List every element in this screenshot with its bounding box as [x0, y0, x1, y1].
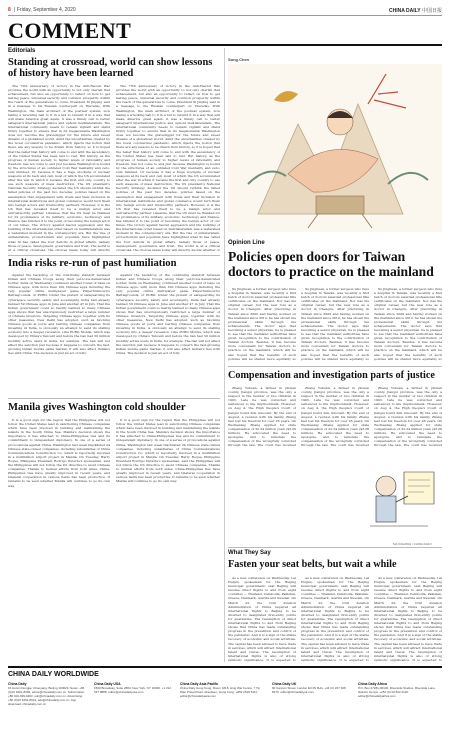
divider — [228, 547, 442, 548]
opinion-text-col-3: Xu Jinghuan, a former surgeon who runs a hospital in Taiwan, was recently a first batch of doctors awarded professional title certificates on the mainland. Nor has his original career, but the new role as a doctor in Chengdu. After practicing in Taiwan since 2000 and having worked on the mainland since 2012, he has shown his professional skills through his achievements. The doctor says that becoming a senior physician, he is pleased to see that the mainland authorities have given recognition to the contribution of Taiwan doctors. Besides, it has become more convenient for Taiwan doctors to practice on the mainland, which will be also hoped that the benefits of such policies will be shared more equitably so — [374, 287, 442, 361]
footer-col-title: China Daily UK — [272, 682, 297, 686]
page-number: 8 — [8, 7, 11, 13]
footer-col-title: China Daily — [8, 682, 27, 686]
issue-date: Friday, September 4, 2020 — [16, 7, 76, 13]
brand-name-cn: 中国日报 — [421, 8, 442, 14]
compensation-text-col-3: Zhang Yuhuan, a farmer in Jinxian county, Jiangxi province, was the only a suspect in the murder of two children in 1993. Late he was convicted and sentenced to life imprisonment. However, on Aug 4, the High People's Court of Jiangxi found him innocent. By the end of August, a reunion with his family, Zhang had lost his freedom for over 26 years. On Wednesday, Zhang applied for state compensation of 22.34 million yuan ($3.26 million). He advocated the need to apologize, and to reinstate the compensation of the wrongfully convicted through the law. The court has received — [374, 386, 442, 448]
what-they-say-text-col-2: As a new conference on Wednesday, Lai Huijun, spokesman for the Beijing municipal government, said Beijing will resume direct flights to and from eight countries — Thailand, Cambodia, Pakistan, Greece, Denmark, Austria and Sweden. On March 23, the Civil Aviation Administration of China required all international flights to Beijing to be diverted to designated first-entry points for quarantine. The resumption of direct international flights to and from Beijing shows that China has made outstanding progress in the prevention and control of the pandemic. And it is a sign of the stable recovery of economic and social activities. The capital has been allowed to have trade in services, which will attract international talent and travel. The resumption of international flights is also of strong symbolic significance. It is expected to — [301, 576, 369, 662]
opinion-headline: Policies open doors for Taiwan doctors to practice on the mainland — [228, 249, 434, 279]
footer-col-title: China Daily Asia Pacific — [180, 682, 219, 686]
editorial-1-text-col-2: The 75th anniversary of victory in the Anti-Fascist War provides the world with an opportunity to not only cherish that achievement, but also an opportunity to reflect on how to get lasting peace, universal security and common prosperity within the reach of the generations to come, President Xi Jinping said in a message to his Russian counterpart on Thursday. With Washington, the main architect of the postwar system, now taking a wrecking ball to it in a bid to rebuild it in a way that will make America great again, it was a timely call to better safeguard international justice and uphold multilateralism. The international community needs to remain vigilant and stand firmly together to ensure that in its megalomania Washington does not become the gravedigger for the future and sweet dreams of a globalized world. Amid the uncertainties created by the novel coronavirus pandemic, which injects the notion that there are any lessons to be drawn from history, so it is hoped that the belief that history will come to end with the ascendancy of the United States has been laid to rest. But history, as the progress of human society to higher levels of rationality and freedom, has not come to end just because Washington is bound by the structures of an outdated Cold War mentality and zero-sum mindset. Or because it has a huge stockpile of nuclear weapons at its beck and call, most of which the US accumulated after the war in which it became the first and only country to use such weapons of mass destruction. The US president's National Security Strategy declared the US should rethink the failed policies of the past two decades, policies based on the assumption that engagement with rivals and their inclusion in international institutions and global commerce would turn them into benign actors and trustworthy partners. However, it is the US that has revealed itself to be a malign actor and untrustworthy partner. Likewise, that the US must be thanked for its prominence of its military, economic, technology and finance, has blinded it to the point of becoming the benign actor of our times. The victory against fascist aggression and the building of the international order based on multilateralism was a watershed moment in the contemporary era. But the rise of unilateralism, protectionism and populism have highlighted what Xi has called the four deficits in global affairs, namely those of peace, development, governance and trust. The world is at a critical crossroad, the choices made today will directly decide whether or — [116, 84, 220, 252]
what-they-say-text-col-1: As a new conference on Wednesday, Lai Huijun, spokesman for the Beijing municipal government, said Beijing will resume direct flights to and from eight countries — Thailand, Cambodia, Pakistan, Greece, Denmark, Austria and Sweden. On March 23, the Civil Aviation Administration of China required all international flights to Beijing to be diverted to designated first-entry points for quarantine. The resumption of direct international flights to and from Beijing shows that China has made outstanding progress in the prevention and control of the pandemic. And it is a sign of the stable recovery of economic and social activities. The capital has been allowed to have trade in services, which will attract international talent and travel. The resumption of international flights is also of strong symbolic significance. It is expected to — [228, 576, 296, 662]
cartoon-credit: MA XUEJING / CHINA DAILY — [393, 542, 433, 546]
footer — [8, 666, 442, 742]
illustration-credit: Song Chen — [228, 57, 250, 62]
divider — [8, 398, 220, 399]
column-divider — [224, 48, 225, 662]
page-header — [8, 5, 442, 15]
footer-col-title: China Daily Africa — [358, 682, 387, 686]
footer-col-text: 90 Cannon Street, London EC4N 6HA. +44 (0) 207 398 8270. editor@chinadailyuk.com — [272, 686, 346, 694]
footer-col-uk — [272, 682, 352, 742]
editorial-3-text-col-2: It is a good sign for the region that the Philippines will not follow the United States lead in sanctioning Chinese companies which have been involved in building and maintaining the islands in the South China Sea. Manila's decision shows the importance it has attached to China-Philippines ties and its commitment to independent diplomacy. In one of a series of provocations against China, Washington last week blacklisted 24 Chinese state-owned companies, including subsidiaries of China Communications Construction Co, which is reportedly involved in a multibillion airport project in Manila. On Tuesday, Harry Roque, Philippine President Rodrigo Duterte's spokesman, said the Philippines will not follow the US directive to avoid Chinese companies. Thanks to mutual efforts from both sides, China-Philippines ties have greatly improved in recent years, and bilateral cooperation in various fields has been productive. It remains to be seen whether Manila will continue to go its own way. — [116, 418, 220, 484]
editorial-illustration — [228, 64, 442, 232]
opinion-text-col-2: Xu Jinghuan, a former surgeon who runs a hospital in Taiwan, was recently a first batch of doctors awarded professional title certificates on the mainland. Nor has his original career, but the new role as a doctor in Chengdu. After practicing in Taiwan since 2000 and having worked on the mainland since 2012, he has shown his professional skills through his achievements. The doctor says that becoming a senior physician, he is pleased to see that the mainland authorities have given recognition to the contribution of Taiwan doctors. Besides, it has become more convenient for Taiwan doctors to practice on the mainland, which will be also hoped that the benefits of such policies will be shared more equitably so — [301, 287, 369, 361]
footer-col-beijing — [8, 682, 88, 742]
opinion-kicker: Opinion Line — [228, 240, 265, 246]
brand-name: CHINA DAILY — [389, 8, 421, 14]
section-title: COMMENT — [8, 18, 132, 43]
opinion-text-col-1: Xu Jinghuan, a former surgeon who runs a hospital in Taiwan, was recently a first batch of doctors awarded professional title certificates on the mainland. Nor has his original career, but the new role as a doctor in Chengdu. After practicing in Taiwan since 2000 and having worked on the mainland since 2012, he has shown his professional skills through his achievements. The doctor says that becoming a senior physician, he is pleased to see that the mainland authorities have given recognition to the contribution of Taiwan doctors. Besides, it has become more convenient for Taiwan doctors to practice on the mainland, which will be also hoped that the benefits of such policies will be shared more equitably so — [228, 287, 296, 361]
editorial-2-headline: India risks re-run of past humiliation — [8, 258, 177, 269]
footer-col-text: China Daily Hong Kong, Room 1818, Hing Wai Centre, 7 Tin Wan Praya Road, Aberdeen, Hong Kong. +852 2518 5111. editor@chinadailyasia.com — [180, 686, 261, 698]
footer-columns — [8, 682, 442, 742]
compensation-headline: Compensation and investigation parts of justice — [228, 370, 435, 381]
compensation-text-col-1: Zhang Yuhuan, a farmer in Jinxian county, Jiangxi province, was the only a suspect in the murder of two children in 1993. Late he was convicted and sentenced to life imprisonment. However, on Aug 4, the High People's Court of Jiangxi found him innocent. By the end of August, a reunion with his family, Zhang had lost his freedom for over 26 years. On Wednesday, Zhang applied for state compensation of 22.34 million yuan ($3.26 million). He advocated the need to apologize, and to reinstate the compensation of the wrongfully convicted through the law. The court has received — [228, 386, 296, 448]
footer-col-title: China Daily USA — [94, 682, 121, 686]
footer-col-text: 1500 Broadway, Suite 2800, New York, NY 10036. +1 212 537 8888. editor@chinadailyusa.com — [94, 686, 171, 694]
editorial-3-text-col-1: It is a good sign for the region that the Philippines will not follow the United States lead in sanctioning Chinese companies which have been involved in building and maintaining the islands in the South China Sea. Manila's decision shows the importance it has attached to China-Philippines ties and its commitment to independent diplomacy. In one of a series of provocations against China, Washington last week blacklisted 24 Chinese state-owned companies, including subsidiaries of China Communications Construction Co, which is reportedly involved in a multibillion airport project in Manila. On Tuesday, Harry Roque, Philippine President Rodrigo Duterte's spokesman, said the Philippines will not follow the US directive to avoid Chinese companies. Thanks to mutual efforts from both sides, China-Philippines ties have greatly improved in recent years, and bilateral cooperation in various fields has been productive. It remains to be seen whether Manila will continue to go its own way. — [8, 418, 110, 488]
editorial-3-headline: Manila gives Washington cold shoulder — [8, 402, 186, 413]
divider — [228, 366, 442, 367]
header-divider — [8, 15, 442, 16]
page-info — [8, 7, 76, 13]
footer-col-usa — [94, 682, 174, 742]
footer-col-text: P.O. Box 27281-00100, Riverside Studios, Riverside Lane, Nairobi, Kenya. +254 (0) 20 522 2120. editor@chinadailyafrica.com — [358, 686, 436, 698]
editorial-cartoon — [356, 452, 442, 538]
sep: | — [14, 7, 16, 13]
masthead-mini — [389, 7, 442, 14]
editorial-1-headline: Standing at crossroad, world can show lessons of history have been learned — [8, 57, 213, 80]
footer-col-africa — [358, 682, 442, 742]
editorial-2-text-col-2: Against the backdrop of the continuing standoff between Indian and Chinese troops along their yet-to-be-demarcated border, India on Wednesday continued another round of bans on Chinese apps, with more than 100 Chinese apps including the very popular online multiplayer game PlayerUnknown's Battlegrounds, or PUBG. Under the pretext of safeguarding its cyberspace security, safety and sovereignty, India had already banned 59 Chinese apps in June and another 47 in July. That the Indian government could so hastily banned so many Chinese apps shows that has unscrupulously restricted a large number of Chinese investors. Targeting Chinese apps, together with its other measures, New Delhi has adopted, such as blocking Chinese goods at ports and barring Chinese companies from investing in India, is obviously an attempt to send its stalling economy into a deeper recession. Like PUBG Mobile, which was developed by China's Tencent and before the ban had 50 million monthly active users in India, for example. The ban will not affect the sanction just because it happens to concern the fast-growing Indian mobile game market, it will also affect Indian's ties with China. The decision is just an act of folly. — [116, 273, 220, 355]
footer-col-asia — [180, 682, 266, 742]
what-they-say-headline: Fasten your seat belts, but wait a while — [228, 559, 397, 570]
section-title-rule — [8, 44, 442, 46]
what-they-say-kicker: What They Say — [228, 550, 271, 556]
divider — [8, 255, 220, 256]
compensation-text-col-2: Zhang Yuhuan, a farmer in Jinxian county, Jiangxi province, was the only a suspect in the murder of two children in 1993. Late he was convicted and sentenced to life imprisonment. However, on Aug 4, the High People's Court of Jiangxi found him innocent. By the end of August, a reunion with his family, Zhang had lost his freedom for over 26 years. On Wednesday, Zhang applied for state compensation of 22.34 million yuan ($3.26 million). He advocated the need to apologize, and to reinstate the compensation of the wrongfully convicted through the law. The court has received — [301, 386, 369, 448]
editorial-2-text-col-1: Against the backdrop of the continuing standoff between Indian and Chinese troops along their yet-to-be-demarcated border, India on Wednesday continued another round of bans on Chinese apps, with more than 100 Chinese apps including the very popular online multiplayer game PlayerUnknown's Battlegrounds, or PUBG. Under the pretext of safeguarding its cyberspace security, safety and sovereignty, India had already banned 59 Chinese apps in June and another 47 in July. That the Indian government could so hastily banned so many Chinese apps shows that has unscrupulously restricted a large number of Chinese investors. Targeting Chinese apps, together with its other measures, New Delhi has adopted, such as blocking Chinese goods at ports and barring Chinese companies from investing in India, is obviously an attempt to send its stalling economy into a deeper recession. Like PUBG Mobile, which was developed by China's Tencent and before the ban had 50 million monthly active users in India, for example. The ban will not affect the sanction just because it happens to concern the fast-growing Indian mobile game market, it will also affect Indian's ties with China. The decision is just an act of folly. — [8, 273, 110, 355]
editorial-1-text-col-1: The 75th anniversary of victory in the Anti-Fascist War provides the world with an opportunity to not only cherish that achievement, but also an opportunity to reflect on how to get lasting peace, universal security and common prosperity within the reach of the generations to come, President Xi Jinping said in a message to his Russian counterpart on Thursday. With Washington, the main architect of the postwar system, now taking a wrecking ball to it in a bid to rebuild it in a way that will make America great again, it was a timely call to better safeguard international justice and uphold multilateralism. The international community needs to remain vigilant and stand firmly together to ensure that in its megalomania Washington does not become the gravedigger for the future and sweet dreams of a globalized world. Amid the uncertainties created by the novel coronavirus pandemic, which injects the notion that there are any lessons to be drawn from history, so it is hoped that the belief that history will come to end with the ascendancy of the United States has been laid to rest. But history, as the progress of human society to higher levels of rationality and freedom, has not come to end just because Washington is bound by the structures of an outdated Cold War mentality and zero-sum mindset. Or because it has a huge stockpile of nuclear weapons at its beck and call, most of which the US accumulated after the war in which it became the first and only country to use such weapons of mass destruction. The US president's National Security Strategy declared the US should rethink the failed policies of the past two decades, policies based on the assumption that engagement with rivals and their inclusion in international institutions and global commerce would turn them into benign actors and trustworthy partners. However, it is the US that has revealed itself to be a malign actor and untrustworthy partner. Likewise, that the US must be thanked for its prominence of its military, economic, technology and finance, has blinded it to the point of becoming the benign actor of our times. The victory against fascist aggression and the building of the international order based on multilateralism was a watershed moment in the contemporary era. But the rise of unilateralism, protectionism and populism have highlighted what Xi has called the four deficits in global affairs, namely those of peace, development, governance and trust. The world is at a critical crossroad, the choices made today will directly — [8, 84, 110, 252]
footer-col-text: 15 Huixin Dongjie, Chaoyang, Beijing 100029. News: +86 (0)10 6491-8366, editor@chinadaily.com.cn. Subscription: +86 400-699-0203, sub@chinadaily.com.cn. Advertising: +86 (0)10 6491-8631, ads@chinadaily.com.cn. App download: chinadaily.com.cn — [8, 686, 86, 706]
what-they-say-text-col-3: As a new conference on Wednesday, Lai Huijun, spokesman for the Beijing municipal government, said Beijing will resume direct flights to and from eight countries — Thailand, Cambodia, Pakistan, Greece, Denmark, Austria and Sweden. On March 23, the Civil Aviation Administration of China required all international flights to Beijing to be diverted to designated first-entry points for quarantine. The resumption of direct international flights to and from Beijing shows that China has made outstanding progress in the prevention and control of the pandemic. And it is a sign of the stable recovery of economic and social activities. The capital has been allowed to have trade in services, which will attract international talent and travel. The resumption of international flights is also of strong symbolic significance. It is expected to — [374, 576, 442, 662]
footer-heading: CHINA DAILY WORLDWIDE — [8, 671, 99, 678]
editorials-kicker: Editorials — [8, 48, 36, 54]
